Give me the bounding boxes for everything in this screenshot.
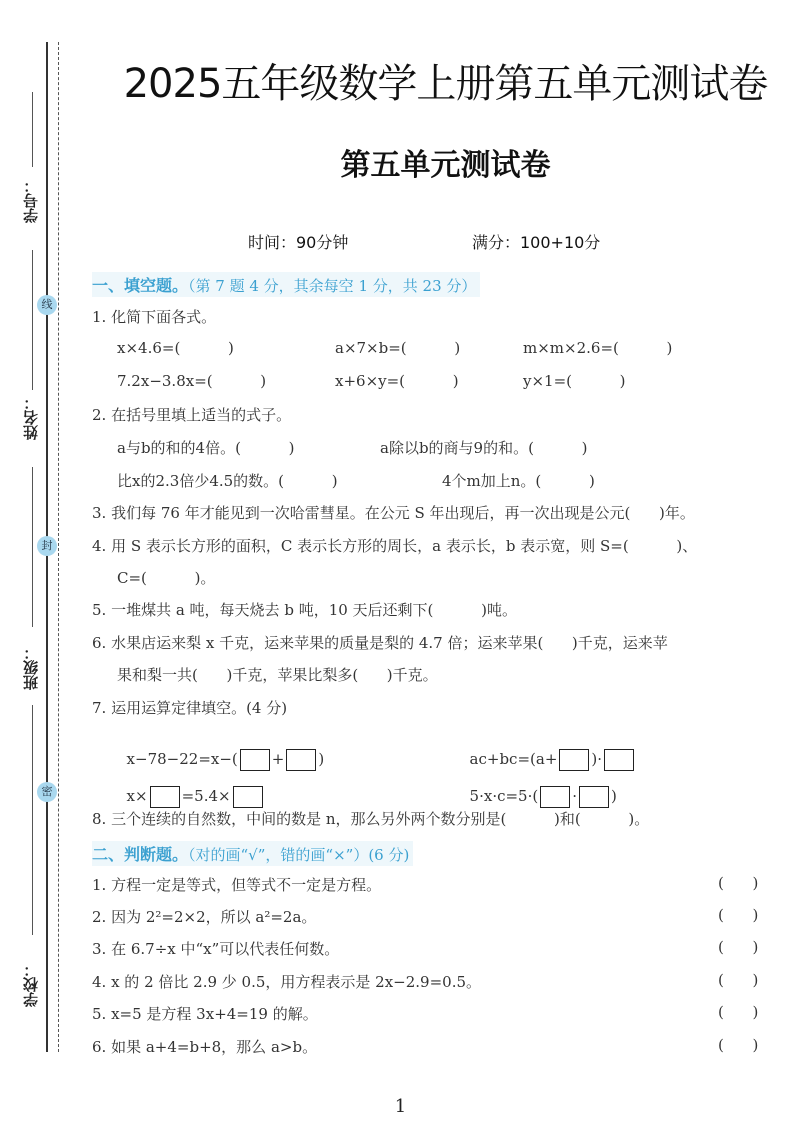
q7-b-text: ac+bc=(a+ <box>469 750 558 768</box>
q7-a-text: x−78−22=x−( <box>126 750 238 768</box>
exam-time: 时间：90分钟 <box>248 233 349 252</box>
q1-expr-2: a×7×b=( ) <box>335 339 461 357</box>
q7-expr-b <box>460 731 636 771</box>
full-score: 满分：100+10分 <box>472 233 601 252</box>
page-number: 1 <box>394 1096 407 1117</box>
judge-item-2: 2. 因为 2²=2×2，所以 a²=2a。 <box>92 908 317 926</box>
seal-seal-marker: 封 <box>37 536 57 556</box>
section-1-title: 一、填空题。 <box>92 276 189 295</box>
binding-line-dashed <box>58 42 59 1052</box>
answer-box[interactable] <box>540 786 570 808</box>
student-id-label: 学号： <box>22 178 40 223</box>
judge-answer-2[interactable]: ( ) <box>718 906 759 924</box>
q3: 3. 我们每 76 年才能见到一次哈雷彗星。在公元 S 年出现后，再一次出现是公元( )年。 <box>92 504 695 522</box>
section-2-title: 二、判断题。 <box>92 845 189 864</box>
q7-d-close: ) <box>611 787 617 805</box>
field-underline <box>32 705 33 935</box>
q7-a-close: ) <box>318 750 325 768</box>
q7-d-dot: · <box>572 787 577 805</box>
q2-item-2: a除以b的商与9的和。( ) <box>380 439 588 457</box>
judge-item-3: 3. 在 6.7÷x 中“x”可以代表任何数。 <box>92 940 340 958</box>
q6-line-1: 6. 水果店运来梨 x 千克，运来苹果的质量是梨的 4.7 倍；运来苹果( )千克，运来苹 <box>92 634 668 652</box>
q7-c-text: x× <box>126 787 148 805</box>
q7-c-eq: =5.4× <box>181 787 231 805</box>
q1-expr-1: x×4.6=( ) <box>117 339 234 357</box>
field-underline <box>32 250 33 390</box>
q7-d-text: 5·x·c=5·( <box>469 787 539 805</box>
q1-expr-6: y×1=( ) <box>523 372 626 390</box>
seal-secret-marker: 密 <box>37 782 57 802</box>
judge-answer-5[interactable]: ( ) <box>718 1003 759 1021</box>
field-underline <box>32 467 33 627</box>
field-underline <box>32 92 33 167</box>
judge-item-1: 1. 方程一定是等式，但等式不一定是方程。 <box>92 876 382 894</box>
q8: 8. 三个连续的自然数，中间的数是 n，那么另外两个数分别是( )和( )。 <box>92 810 650 828</box>
judge-answer-3[interactable]: ( ) <box>718 938 759 956</box>
q2-item-4: 4个m加上n。( ) <box>442 472 595 490</box>
q7-a-plus: + <box>271 750 285 768</box>
school-label: 学校： <box>22 962 40 1007</box>
q2-stem: 2. 在括号里填上适当的式子。 <box>92 406 292 424</box>
q4-line-2: C=( )。 <box>117 569 216 587</box>
answer-box[interactable] <box>233 786 263 808</box>
class-label: 班级： <box>22 645 40 690</box>
judge-item-4: 4. x 的 2 倍比 2.9 少 0.5，用方程表示是 2x−2.9=0.5。 <box>92 973 482 991</box>
q7-stem: 7. 运用运算定律填空。(4 分) <box>92 699 288 717</box>
section-1-note: （第 7 题 4 分，其余每空 1 分，共 23 分） <box>188 277 477 295</box>
q7-expr-c <box>117 768 265 808</box>
answer-box[interactable] <box>150 786 180 808</box>
q1-stem: 1. 化简下面各式。 <box>92 308 217 326</box>
q7-expr-d <box>460 768 617 808</box>
q4-line-1: 4. 用 S 表示长方形的面积，C 表示长方形的周长，a 表示长，b 表示宽，则 S=( )、 <box>92 537 698 555</box>
q1-expr-5: x+6×y=( ) <box>335 372 459 390</box>
section-2-heading <box>92 841 413 866</box>
main-title: 2025五年级数学上册第五单元测试卷 <box>123 61 768 107</box>
section-2-note: （对的画“√”，错的画“×”）(6 分) <box>188 846 410 864</box>
q5: 5. 一堆煤共 a 吨，每天烧去 b 吨，10 天后还剩下( )吨。 <box>92 601 517 619</box>
judge-answer-6[interactable]: ( ) <box>718 1036 759 1054</box>
section-1-heading <box>92 272 480 297</box>
q2-item-3: 比x的2.3倍少4.5的数。( ) <box>117 472 338 490</box>
q1-expr-4: 7.2x−3.8x=( ) <box>117 372 267 390</box>
q2-item-1: a与b的和的4倍。( ) <box>117 439 295 457</box>
sub-title: 第五单元测试卷 <box>340 148 551 183</box>
name-label: 姓名： <box>22 395 40 440</box>
judge-item-6: 6. 如果 a+4=b+8，那么 a>b。 <box>92 1038 318 1056</box>
q6-line-2: 果和梨一共( )千克，苹果比梨多( )千克。 <box>117 666 438 684</box>
q7-b-dot: )· <box>591 750 603 768</box>
seal-line-marker: 线 <box>37 295 57 315</box>
answer-box[interactable] <box>579 786 609 808</box>
q1-expr-3: m×m×2.6=( ) <box>523 339 673 357</box>
judge-answer-1[interactable]: ( ) <box>718 874 759 892</box>
judge-item-5: 5. x=5 是方程 3x+4=19 的解。 <box>92 1005 318 1023</box>
answer-box[interactable] <box>286 749 316 771</box>
judge-answer-4[interactable]: ( ) <box>718 971 759 989</box>
q7-expr-a <box>117 731 324 771</box>
